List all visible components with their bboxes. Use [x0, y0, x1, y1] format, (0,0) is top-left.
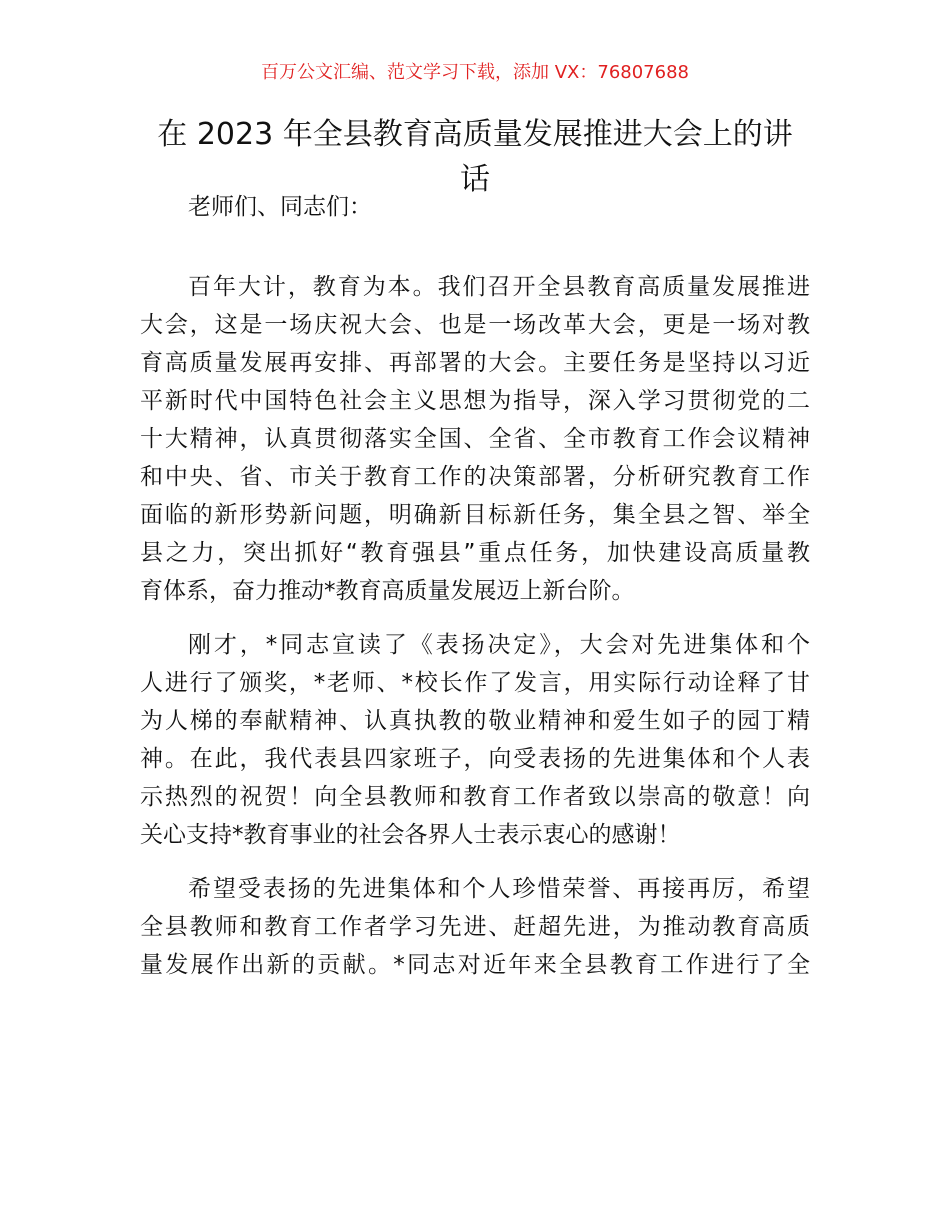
paragraph-line: 大会，这是一场庆祝大会、也是一场改革大会，更是一场对教 — [140, 312, 810, 338]
paragraph-line: 面临的新形势新问题，明确新目标新任务，集全县之智、举全 — [140, 502, 810, 528]
title-line: 在 2023 年全县教育高质量发展推进大会上的讲 — [157, 117, 793, 152]
salutation: 老师们、同志们： — [188, 194, 372, 220]
paragraph-line: 关心支持*教育事业的社会各界人士表示衷心的感谢！ — [140, 822, 681, 848]
paragraph-line: 县之力，突出抓好“教育强县”重点任务，加快建设高质量教 — [140, 540, 810, 566]
paragraph — [140, 870, 810, 984]
paragraph-line: 十大精神，认真贯彻落实全国、全省、全市教育工作会议精神 — [140, 426, 810, 452]
paragraph-line: 平新时代中国特色社会主义思想为指导，深入学习贯彻党的二 — [140, 388, 810, 414]
paragraph — [140, 268, 810, 610]
watermark-header: 百万公文汇编、范文学习下载，添加 VX：76807688 — [261, 62, 689, 83]
paragraph-line: 全县教师和教育工作者学习先进、赶超先进，为推动教育高质 — [140, 914, 810, 940]
document-body — [140, 188, 810, 1000]
paragraph-line: 人进行了颁奖，*老师、*校长作了发言，用实际行动诠释了甘 — [140, 670, 810, 696]
paragraph-line: 育高质量发展再安排、再部署的大会。主要任务是坚持以习近 — [140, 350, 810, 376]
paragraph-line: 育体系，奋力推动*教育高质量发展迈上新台阶。 — [140, 578, 635, 604]
paragraph — [140, 626, 810, 854]
paragraph-line: 示热烈的祝贺！向全县教师和教育工作者致以崇高的敬意！向 — [140, 784, 810, 810]
paragraph-line: 百年大计，教育为本。我们召开全县教育高质量发展推进 — [188, 274, 810, 300]
paragraph-line: 为人梯的奉献精神、认真执教的敬业精神和爱生如子的园丁精 — [140, 708, 810, 734]
paragraph-line: 神。在此，我代表县四家班子，向受表扬的先进集体和个人表 — [140, 746, 810, 772]
paragraph-line: 和中央、省、市关于教育工作的决策部署，分析研究教育工作 — [140, 464, 810, 490]
paragraph-line: 希望受表扬的先进集体和个人珍惜荣誉、再接再厉，希望 — [188, 876, 810, 902]
paragraph-line: 量发展作出新的贡献。*同志对近年来全县教育工作进行了全 — [140, 952, 810, 978]
paragraph-line: 刚才，*同志宣读了《表扬决定》，大会对先进集体和个 — [188, 632, 810, 658]
title-line: 话 — [460, 162, 490, 197]
